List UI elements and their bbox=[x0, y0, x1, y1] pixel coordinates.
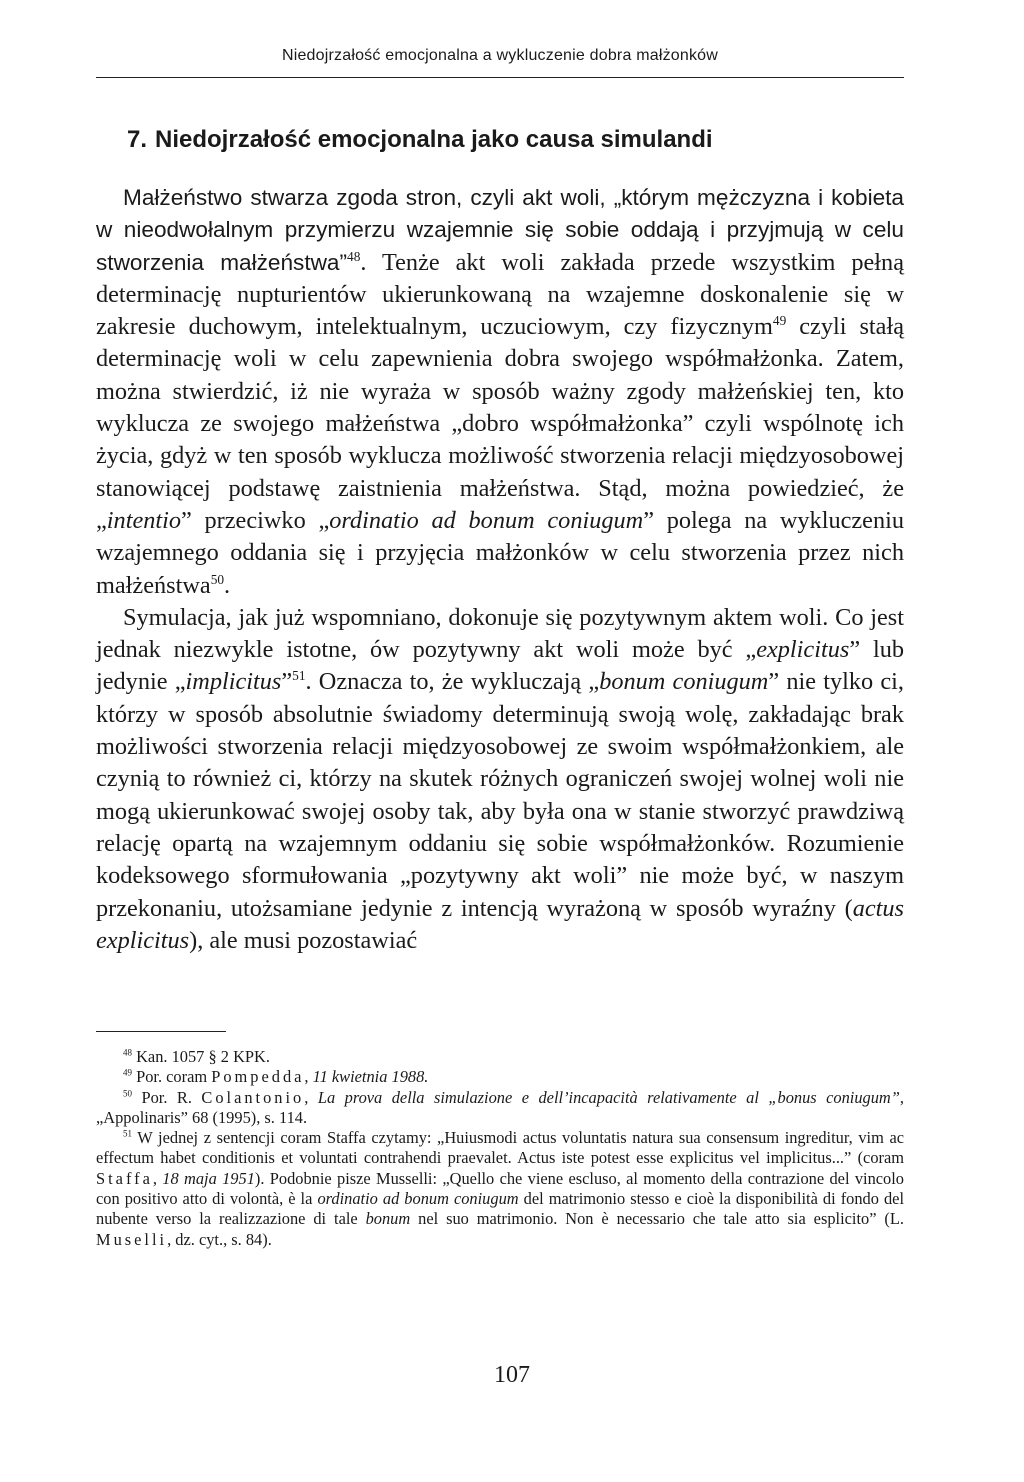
running-head: Niedojrzałość emocjonalna a wykluczenie dobra małżonków bbox=[281, 47, 719, 64]
section-number: 7. bbox=[127, 126, 148, 153]
page-number: 107 bbox=[494, 1362, 530, 1388]
footnote-50: $^{50}$ Por. R. Colantonio, La prova della simulazione e dell’incapacità relativamente al „bonus coniugum”, „Appolinaris” 68 (1995), s. 114. bbox=[96, 1087, 904, 1127]
footnote-ref-48[interactable]: 48 bbox=[347, 248, 361, 264]
paragraph-2: Symulacja, jak już wspomniano, dokonuje się pozytywnym aktem woli. Co jest jednak niezwykle istotne, ów pozytywny akt woli może być „explicitus” lub jedynie „implicitus”$^{51}$. Oznacza to, że wykluczają „bonum coniugum” nie tylko ci, którzy w sposób absolutnie świadomy determinują swoją wolę, zakładając brak możliwości stworzenia relacji międzyosobowej ze swoim współmałżonkiem, ale czynią to również ci, którzy na skutek różnych ograniczeń swojej wolnej woli nie mogą ukierunkować swojej osoby tak, aby była ona w stanie stworzyć prawdziwą relację opartą na wzajemnym oddaniu się sobie współmałżonków. Rozumienie kodeksowego sformułowania „pozytywny akt woli” nie może być, w naszym przekonaniu, utożsamiane jedynie z intencją wyrażoną w sposób wyraźny (actus explicitus), ale musi pozostawiać bbox=[96, 603, 904, 954]
footnote-51: $^{51}$ W jednej z sentencji coram Staffa czytamy: „Huiusmodi actus voluntatis natura sua consensum ingreditur, vim ac effectum habet conditionis et voluntati contrahendi praevalet. Actus iste potest esse explicitus vel implicitus...” (coram Staffa, 18 maja 1951). Podobnie pisze Musselli: „Quello che viene escluso, al momento della contrazione del vincolo con positivo atto di volontà, è la ordinatio ad bonum coniugum del matrimonio stesso e cioè la disponibilità di fondo del nubente verso la realizzazione di tale bonum nel suo matrimonio. Non è necessario che tale atto sia esplicito” (L. Muselli, dz. cyt., s. 84). bbox=[96, 1128, 904, 1249]
footnote-48: $^{48}$ Kan. 1057 § 2 KPK. bbox=[123, 1047, 270, 1066]
footnote-ref-50[interactable]: 50 bbox=[210, 571, 225, 587]
footnotes bbox=[96, 1047, 904, 1250]
footnote-ref-49[interactable]: 49 bbox=[772, 313, 787, 329]
header-rule bbox=[96, 77, 904, 78]
section-title: Niedojrzałość emocjonalna jako causa simulandi bbox=[155, 126, 713, 153]
body-text bbox=[96, 182, 904, 957]
footnote-49: $^{49}$ Por. coram Pompedda, 11 kwietnia 1988. bbox=[123, 1067, 429, 1087]
footnote-ref-51[interactable]: 51 bbox=[292, 668, 306, 684]
section-heading bbox=[127, 126, 713, 154]
paragraph-1: Małżeństwo stwarza zgoda stron, czyli akt woli, „którym mężczyzna i kobieta w nieodwołalnym przymierzu wzajemnie się sobie oddają i przyjmują w celu stworzenia małżeństwa”$^{48}$. Tenże akt woli zakłada przede wszystkim pełną determinację nupturientów ukierunkowaną na wzajemne doskonalenie się w zakresie duchowym, intelektualnym, uczuciowym, czy fizycznym$^{49}$ czyli stałą determinację woli w celu zapewnienia dobra swojego współmałżonka. Zatem, można stwierdzić, iż nie wyraża w sposób ważny zgody małżeńskiej ten, kto wyklucza ze swojego małżeństwa „dobro współmałżonka” czyli wspólnotę ich życia, gdyż w ten sposób wyklucza możliwość stworzenia relacji międzyosobowej stanowiącej podstawę zaistnienia małżeństwa. Stąd, można powiedzieć, że „intentio” przeciwko „ordinatio ad bonum coniugum” polega na wykluczeniu wzajemnego oddania się i przyjęcia małżonków w celu stworzenia przez nich małżeństwa$^{50}$. bbox=[96, 185, 905, 599]
footnote-rule bbox=[96, 1031, 226, 1032]
